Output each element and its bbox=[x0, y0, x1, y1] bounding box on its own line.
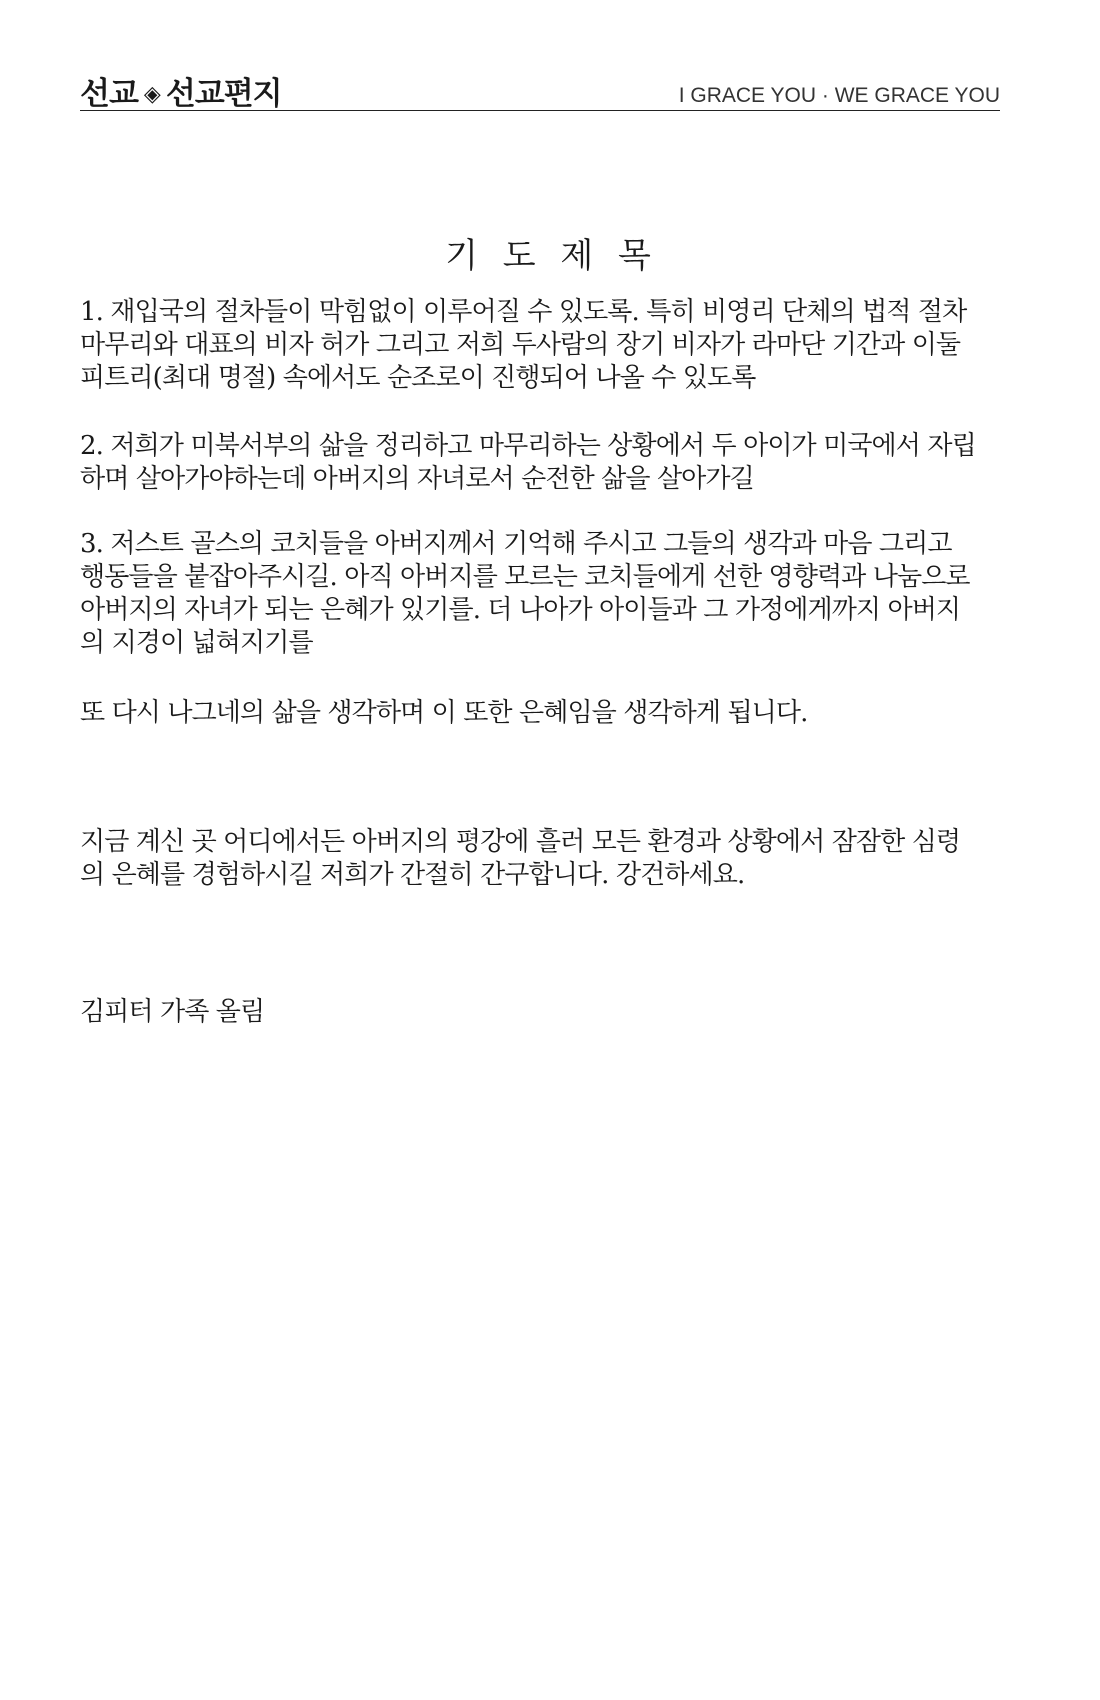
text-line: 하며 살아가야하는데 아버지의 자녀로서 순전한 삶을 살아가길 bbox=[80, 464, 754, 494]
text-line: 2. 저희가 미북서부의 삶을 정리하고 마무리하는 상황에서 두 아이가 미국에서 자립 bbox=[80, 431, 976, 461]
page-header bbox=[80, 66, 1000, 111]
prayer-item-3 bbox=[80, 528, 1040, 660]
text-line: 3. 저스트 골스의 코치들을 아버지께서 기억해 주시고 그들의 생각과 마음 그리고 bbox=[80, 529, 952, 559]
text-line: 행동들을 붙잡아주시길. 아직 아버지를 모르는 코치들에게 선한 영향력과 나눔으로 bbox=[80, 562, 970, 592]
diamond-icon: ◈ bbox=[143, 82, 160, 107]
section-label: 선교 bbox=[80, 76, 138, 112]
blessing-paragraph bbox=[80, 826, 1040, 892]
text-line: 마무리와 대표의 비자 허가 그리고 저희 두사람의 장기 비자가 라마단 기간과 이둘 bbox=[80, 330, 961, 360]
text-line: 아버지의 자녀가 되는 은혜가 있기를. 더 나아가 아이들과 그 가정에게까지 아버지 bbox=[80, 595, 961, 625]
prayer-item-2 bbox=[80, 430, 1040, 496]
text-line: 의 은혜를 경험하시길 저희가 간절히 간구합니다. 강건하세요. bbox=[80, 860, 745, 890]
subsection-label: 선교편지 bbox=[165, 76, 282, 112]
text-line: 1. 재입국의 절차들이 막힘없이 이루어질 수 있도록. 특히 비영리 단체의 법적 절차 bbox=[80, 297, 967, 327]
text-line: 또 다시 나그네의 삶을 생각하며 이 또한 은혜임을 생각하게 됩니다. bbox=[80, 698, 808, 728]
text-line: 의 지경이 넓혀지기를 bbox=[80, 628, 313, 658]
prayer-item-1 bbox=[80, 296, 1040, 395]
header-tagline: I GRACE YOU · WE GRACE YOU bbox=[678, 84, 1000, 107]
text-line: 김피터 가족 올림 bbox=[80, 997, 265, 1027]
section-breadcrumb bbox=[80, 68, 282, 113]
reflection-paragraph bbox=[80, 697, 1040, 730]
signature-line bbox=[80, 996, 1040, 1029]
page-title: 기 도 제 목 bbox=[445, 236, 655, 276]
text-line: 피트리(최대 명절) 속에서도 순조로이 진행되어 나올 수 있도록 bbox=[80, 363, 756, 393]
text-line: 지금 계신 곳 어디에서든 아버지의 평강에 흘러 모든 환경과 상황에서 잠잠한 심령 bbox=[80, 827, 961, 857]
